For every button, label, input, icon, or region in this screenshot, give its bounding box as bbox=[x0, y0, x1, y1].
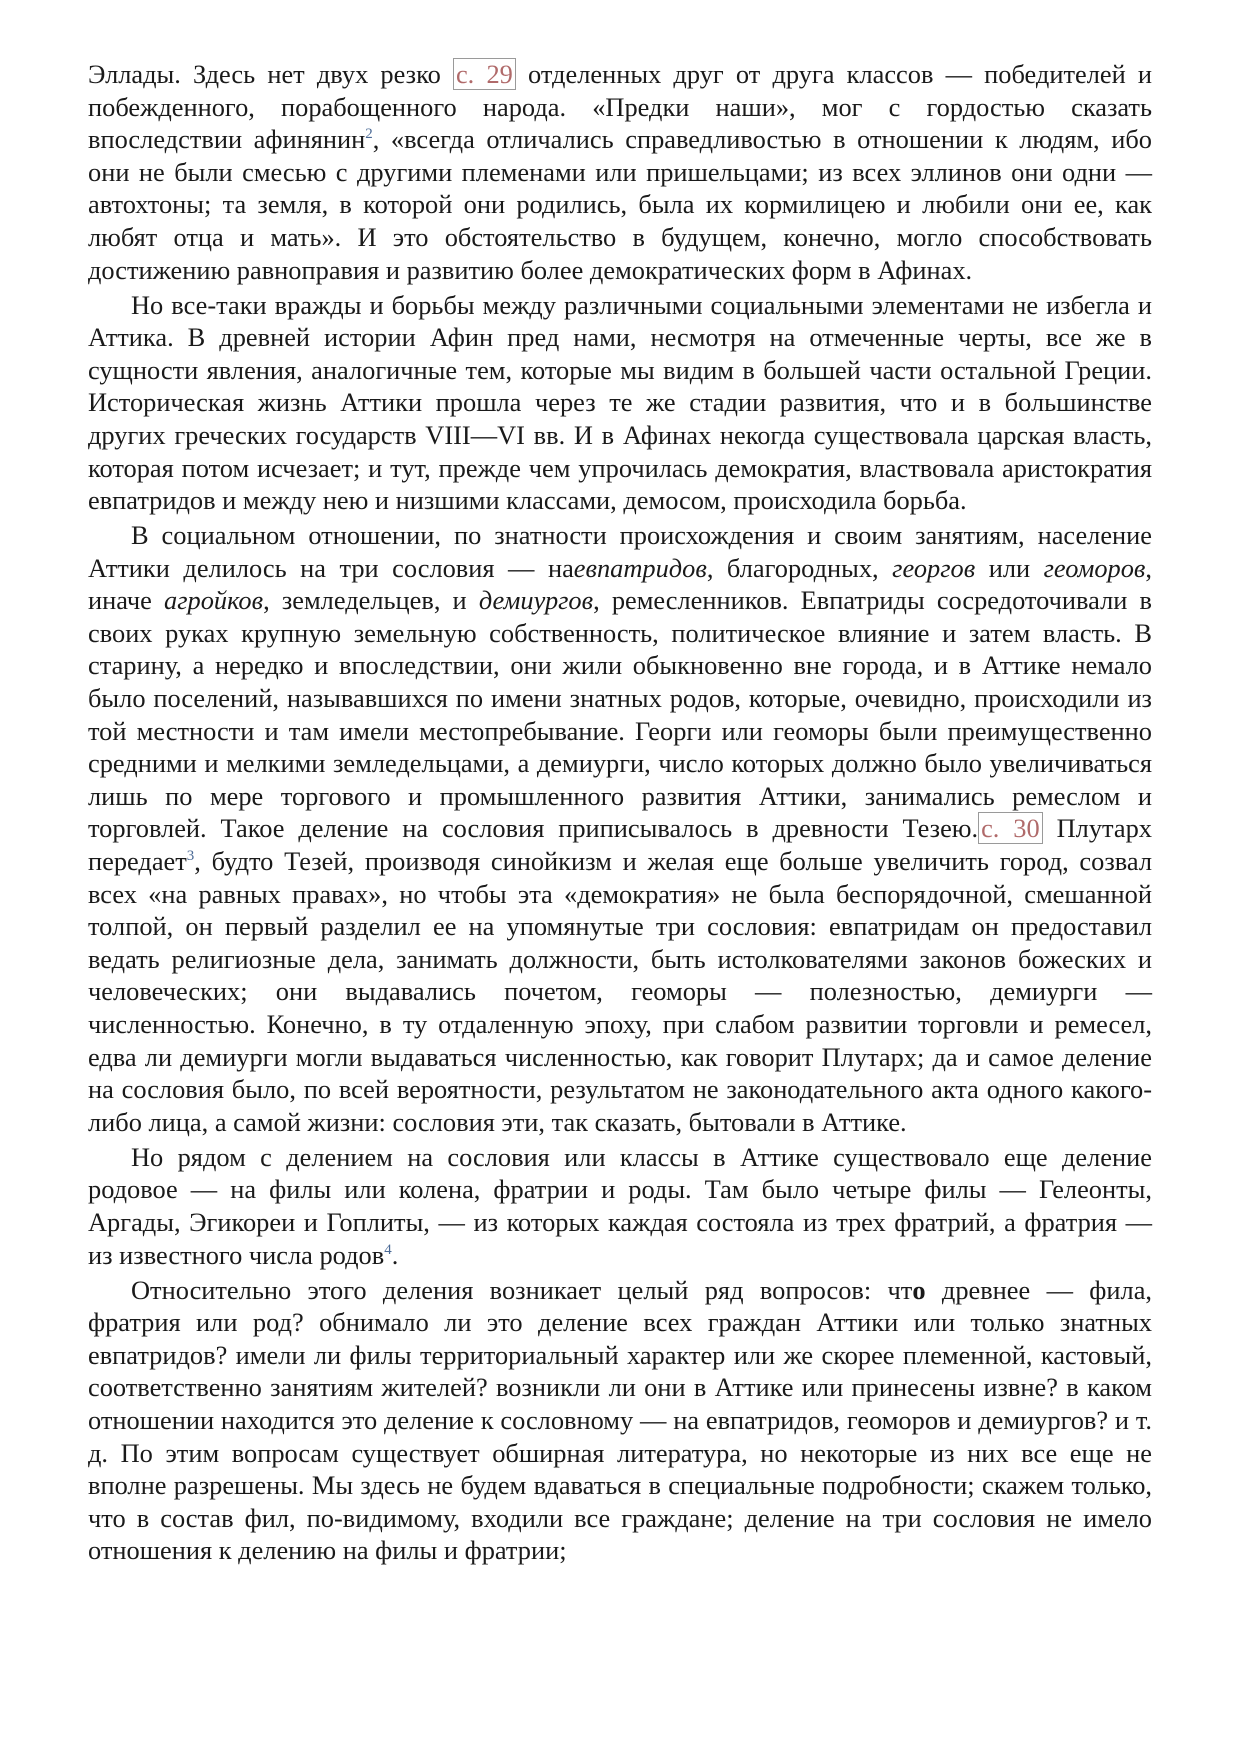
text-run: , благородных, bbox=[706, 552, 893, 583]
page-reference-link[interactable]: с. 30 bbox=[978, 812, 1043, 844]
text-run: , земледельцев, и bbox=[263, 585, 479, 616]
document-page bbox=[88, 58, 1152, 1569]
page-reference-link[interactable]: с. 29 bbox=[453, 58, 516, 90]
text-run: Плутарх передает bbox=[88, 813, 1152, 877]
text-run: В социальном отношении, по знатности происхождения и своим занятиям, население Аттики делилось на три сословия — на bbox=[88, 520, 1152, 583]
text-run: . bbox=[391, 1239, 399, 1270]
text-run: , «всегда отличались справедливостью в отношении к людям, ибо они не были смесью с другими племенами или пришельцами; из всех эллинов они одни — автохтоны; та земля, в которой они родились, была их кормилицею и любили они ее, как любят отца и мать». И это обстоятельство в будущем, конечно, могло способствовать достижению равноправия и развитию более демократических форм в Афинах. bbox=[88, 124, 1152, 285]
text-run: , иначе bbox=[88, 552, 1152, 616]
italic-term: геоморов bbox=[1043, 552, 1146, 583]
text-run: отделенных друг от друга классов — победителей и побежденного, порабощенного народа. «Предки наши», мог с гордостью сказать впоследствии афинянин bbox=[88, 59, 1153, 155]
footnote-link[interactable]: 2 bbox=[365, 126, 373, 143]
italic-term: демиургов bbox=[478, 585, 594, 616]
text-run: Но рядом с делением на сословия или классы в Аттике существовало еще деление родовое — на филы или колена, фратрии и роды. Там было четыре филы — Гелеонты, Аргады, Эгикореи и Гоплиты, — из которых каждая состояла из трех фратрий, а фратрия — из известного числа родов bbox=[88, 1141, 1152, 1270]
footnote-link[interactable]: 4 bbox=[384, 1241, 392, 1258]
italic-term: георгов bbox=[892, 552, 976, 583]
italic-term: агройков bbox=[164, 585, 264, 616]
text-run: , ремесленников. Евпатриды сосредоточивали в своих руках крупную земельную собственность, политическое влияние и затем власть. В старину, а нередко и впоследствии, они жили обыкновенно вне города, и в Аттике немало было поселений, называвшихся по имени знатных родов, которые, очевидно, происходили из той местности и там имели местопребывание. Георги или геоморы были преимущественно средними и мелкими земледельцами, а демиурги, число которых должно было увеличиваться лишь по мере торгового и промышленного развития Аттики, занимались ремеслом и торговлей. Такое деление на сословия приписывалось в древности Тезею. bbox=[88, 585, 1152, 844]
paragraph-1 bbox=[88, 58, 1152, 286]
paragraph-5 bbox=[88, 1274, 1152, 1567]
text-run: древнее — фила, фратрия или род? обнимало ли это деление всех граждан Аттики или только знатных евпатридов? имели ли филы территориальный характер или же скорее племенной, кастовый, соответственно занятиям жителей? возникли ли они в Аттике или принесены извне? в каком отношении находится это деление к сословному — на евпатридов, геоморов и демиургов? и т. д. По этим вопросам существует обширная литература, но некоторые из них все еще не вполне разрешены. Мы здесь не будем вдаваться в специальные подробности; скажем только, что в состав фил, по-видимому, входили все граждане; деление на три сословия не имело отношения к делению на филы и фратрии; bbox=[88, 1274, 1153, 1566]
text-run: , будто Тезей, производя синойкизм и желая еще больше увеличить город, созвал всех «на равных правах», но чтобы эта «демократия» не была беспорядочной, смешанной толпой, он первый разделил ее на упомянутые три сословия: евпатридам он предоставил ведать религиозные дела, занимать должности, быть истолкователями законов божеских и человеческих; они выдавались почетом, геоморы — полезностью, демиурги — численностью. Конечно, в ту отдаленную эпоху, при слабом развитии торговли и ремесел, едва ли демиурги могли выдаваться численностью, как говорит Плутарх; да и самое деление на сословия было, по всей вероятности, результатом не законодательного акта одного какого-либо лица, а самой жизни: сословия эти, так сказать, бытовали в Аттике. bbox=[88, 846, 1152, 1137]
paragraph-3 bbox=[88, 519, 1152, 1138]
stressed-letter: о bbox=[912, 1274, 926, 1305]
footnote-link[interactable]: 3 bbox=[186, 848, 195, 865]
text-run: Эллады. Здесь нет двух резко bbox=[88, 59, 453, 89]
text-run: Но все-таки вражды и борьбы между различными социальными элементами не избегла и Аттика. В древней истории Афин пред нами, несмотря на отмеченные черты, все же в сущности явления, аналогичные тем, которые мы видим в большей части остальной Греции. Историческая жизнь Аттики прошла через те же стадии развития, что и в большинстве других греческих государств VIII—VI вв. И в Афинах некогда существовала царская власть, которая потом исчезает; и тут, прежде чем упрочилась демократия, властвовала аристократия евпатридов и между нею и низшими классами, демосом, происходила борьба. bbox=[88, 289, 1152, 516]
text-run: или bbox=[975, 552, 1044, 583]
paragraph-4 bbox=[88, 1141, 1152, 1271]
paragraph-2 bbox=[88, 289, 1152, 517]
text-run: Относительно этого деления возникает целый ряд вопросов: чт bbox=[131, 1274, 913, 1305]
italic-term: евпатридов bbox=[573, 552, 707, 583]
